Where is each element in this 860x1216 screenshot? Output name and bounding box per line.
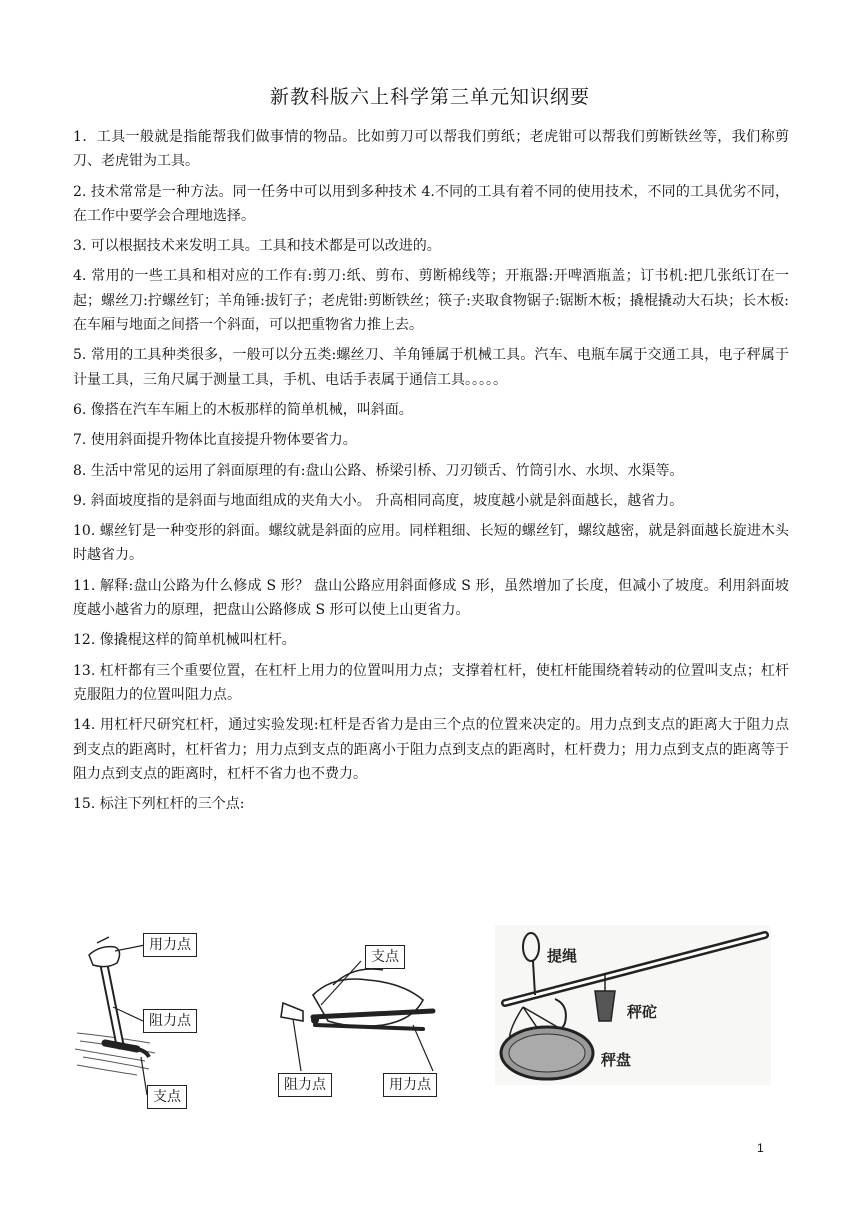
document-body [73,125,789,816]
hammer-fulcrum-label: 支点 [147,1085,187,1109]
paragraph-15: 15. 标注下列杠杆的三个点: [73,796,245,813]
pliers-effort-label: 用力点 [383,1073,437,1097]
steelyard-weight-label: 秤砣 [627,1003,658,1021]
paragraph-12: 12. 像撬棍这样的简单机械叫杠杆。 [73,632,296,649]
paragraph-9: 9. 斜面坡度指的是斜面与地面组成的夹角大小。 升高相同高度，坡度越小就是斜面越长，越省力。 [73,492,684,509]
paragraph-3: 3. 可以根据技术来发明工具。工具和技术都是可以改进的。 [73,238,441,255]
paragraph-11: 11. 解释:盘山公路为什么修成 S 形？ 盘山公路应用斜面修成 S 形，虽然增加了长度，但减小了坡度。利用斜面坡度越小越省力的原理，把盘山公路修成 S 形可以使上山更省力。 [73,577,789,619]
hammer-effort-label: 用力点 [143,933,197,957]
steelyard-rope-label: 提绳 [547,947,578,965]
pliers-load-label: 阻力点 [278,1073,332,1097]
page-title: 新教科版六上科学第三单元知识纲要 [269,86,590,108]
paragraph-7: 7. 使用斜面提升物体比直接提升物体要省力。 [73,432,357,449]
hammer-load-label: 阻力点 [143,1009,197,1033]
hammer-lever-figure [75,925,225,1115]
lever-figures [73,925,789,1115]
paragraph-14: 14. 用杠杆尺研究杠杆，通过实验发现:杠杆是否省力是由三个点的位置来决定的。用力点到支点的距离大于阻力点到支点的距离时，杠杆省力；用力点到支点的距离小于阻力点到支点的距离时，杠杆费力；用力点到支点的距离等于阻力点到支点的距离时，杠杆不省力也不费力。 [73,717,789,782]
paragraph-6: 6. 像搭在汽车车厢上的木板那样的简单机械，叫斜面。 [73,401,413,418]
pliers-fulcrum-label: 支点 [365,945,405,969]
paragraph-5: 5. 常用的工具种类很多，一般可以分五类:螺丝刀、羊角锤属于机械工具。汽车、电瓶车属于交通工具，电子秤属于计量工具，三角尺属于测量工具，手机、电话手表属于通信工具。。。。。 [73,347,789,388]
paragraph-13: 13. 杠杆都有三个重要位置，在杠杆上用力的位置叫用力点；支撑着杠杆，使杠杆能围绕着转动的位置叫支点；杠杆克服阻力的位置叫阻力点。 [73,662,789,703]
paragraph-4: 4. 常用的一些工具和相对应的工作有:剪刀:纸、剪布、剪断棉线等；开瓶器:开啤酒瓶盖；订书机:把几张纸订在一起；螺丝刀:拧螺丝钉；羊角锤:拔钉子；老虎钳:剪断铁丝；筷子:夹取食物锯子:锯断木板；撬棍撬动大石块；长木板:在车厢与地面之间搭一个斜面，可以把重物省力推上去。 [73,268,789,334]
paragraph-1: 1．工具一般就是指能帮我们做事情的物品。比如剪刀可以帮我们剪纸；老虎钳可以帮我们剪断铁丝等，我们称剪刀、老虎钳为工具。 [73,129,789,170]
paragraph-10: 10. 螺丝钉是一种变形的斜面。螺纹就是斜面的应用。同样粗细、长短的螺丝钉，螺纹越密，就是斜面越长旋进木头时越省力。 [73,523,789,564]
page-number: 1 [757,1141,764,1155]
pliers-lever-figure [273,925,463,1115]
paragraph-8: 8. 生活中常见的运用了斜面原理的有:盘山公路、桥梁引桥、刀刃锁舌、竹筒引水、水坝、水渠等。 [73,462,684,479]
steelyard-lever-figure [495,925,771,1115]
paragraph-2: 2. 技术常常是一种方法。同一任务中可以用到多种技术 4.不同的工具有着不同的使用技术，不同的工具优劣不同，在工作中要学会合理地选择。 [73,183,789,224]
steelyard-pan-label: 秤盘 [601,1051,632,1069]
